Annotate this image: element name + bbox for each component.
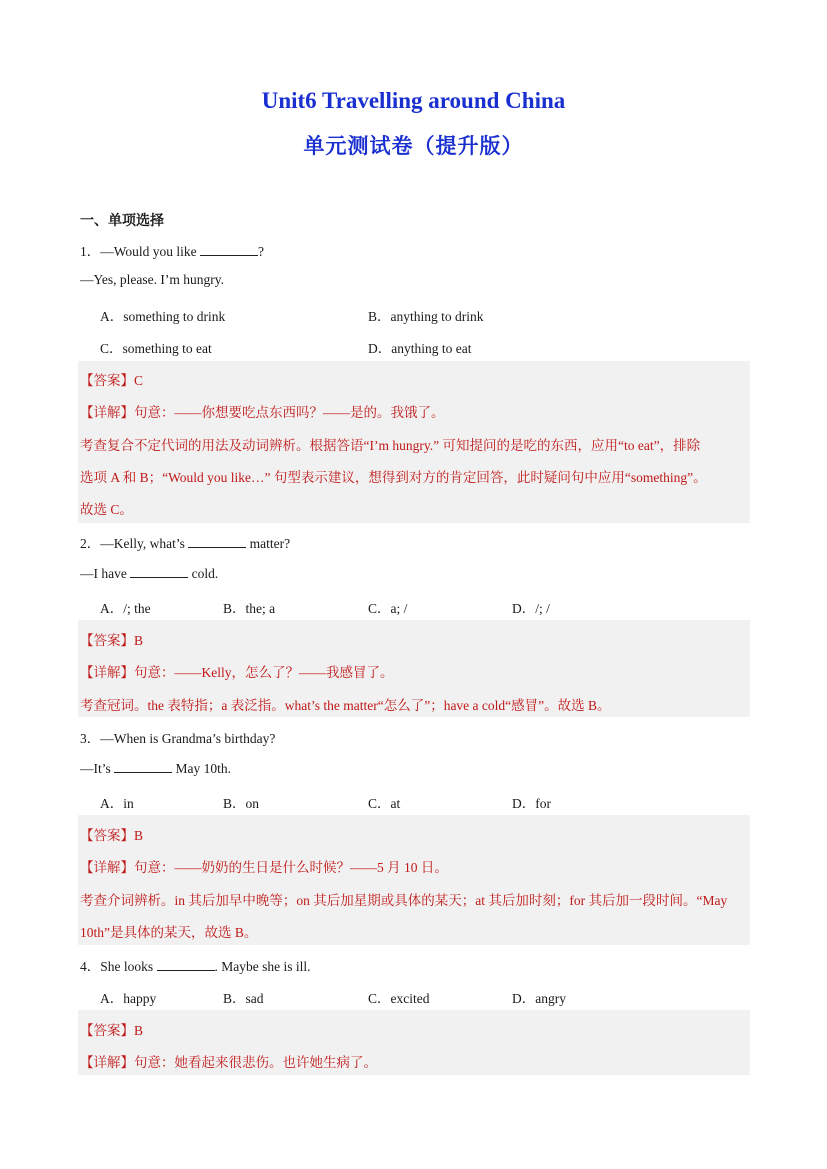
question-2-analysis-line: 考查冠词。the 表特指；a 表泛指。what’s the matter“怎么了”；have a cold“感冒”。故选 B。 — [80, 698, 611, 713]
question-2-explain: 【详解】句意：——Kelly，怎么了？——我感冒了。 — [80, 665, 394, 681]
question-1-explain: 【详解】句意：——你想要吃点东西吗？——是的。我饿了。 — [80, 405, 445, 421]
answer-blank — [157, 958, 215, 971]
question-4-stem: 4．She looks . Maybe she is ill. — [80, 959, 311, 974]
question-3-option-d: D．for — [512, 796, 551, 811]
question-2-option-c: C．a; / — [368, 601, 408, 616]
question-4-option-b: B．sad — [223, 991, 264, 1006]
question-1-option-a: A．something to drink — [100, 309, 226, 324]
question-1-option-b: B．anything to drink — [368, 309, 484, 324]
question-4-answer: 【答案】B — [80, 1023, 144, 1039]
question-3-stem: 3．—When is Grandma’s birthday? — [80, 731, 276, 746]
question-3-reply: —It’s May 10th. — [80, 761, 232, 776]
answer-blank — [188, 535, 246, 548]
question-3-analysis-line: 考查介词辨析。in 其后加早中晚等；on 其后加星期或具体的某天；at 其后加时刻；for 其后加一段时间。“May — [80, 893, 728, 908]
question-2-answer: 【答案】B — [80, 633, 144, 649]
question-3-answer: 【答案】B — [80, 828, 144, 844]
answer-blank — [200, 243, 258, 256]
question-1-option-d: D．anything to eat — [368, 341, 472, 356]
question-1-analysis-line: 选项 A 和 B；“Would you like…” 句型表示建议，想得到对方的肯定回答，此时疑问句中应用“something”。 — [80, 470, 707, 485]
question-3-option-c: C．at — [368, 796, 401, 811]
question-2-option-b: B．the; a — [223, 601, 276, 616]
question-1-analysis-line: 考查复合不定代词的用法及动词辨析。根据答语“I’m hungry.” 可知提问的是吃的东西，应用“to eat”，排除 — [80, 438, 701, 453]
question-1-option-c: C．something to eat — [100, 341, 212, 356]
question-4-option-a: A．happy — [100, 991, 157, 1006]
answer-blank — [114, 760, 172, 773]
question-2-stem: 2．—Kelly, what’s matter? — [80, 536, 291, 551]
question-1-stem: 1．—Would you like ? — [80, 244, 265, 259]
question-2-option-d: D．/; / — [512, 601, 550, 616]
question-4-explain: 【详解】句意：她看起来很悲伤。也许她生病了。 — [80, 1055, 377, 1071]
question-3-explain: 【详解】句意：——奶奶的生日是什么时候？——5 月 10 日。 — [80, 860, 448, 876]
question-2-reply: —I have cold. — [80, 566, 219, 581]
document-title: Unit6 Travelling around China — [261, 88, 566, 113]
question-4-option-d: D．angry — [512, 991, 566, 1006]
answer-blank — [130, 565, 188, 578]
question-4-option-c: C．excited — [368, 991, 430, 1006]
question-2-option-a: A．/; the — [100, 601, 151, 616]
question-3-analysis-line: 10th”是具体的某天，故选 B。 — [80, 925, 258, 940]
question-1-answer: 【答案】C — [80, 373, 144, 389]
document-subtitle: 单元测试卷（提升版） — [303, 134, 524, 158]
question-3-option-b: B．on — [223, 796, 260, 811]
question-1-reply: —Yes, please. I’m hungry. — [80, 272, 224, 287]
section-heading: 一、单项选择 — [80, 213, 164, 229]
question-3-option-a: A．in — [100, 796, 134, 811]
question-1-analysis-line: 故选 C。 — [80, 502, 133, 517]
